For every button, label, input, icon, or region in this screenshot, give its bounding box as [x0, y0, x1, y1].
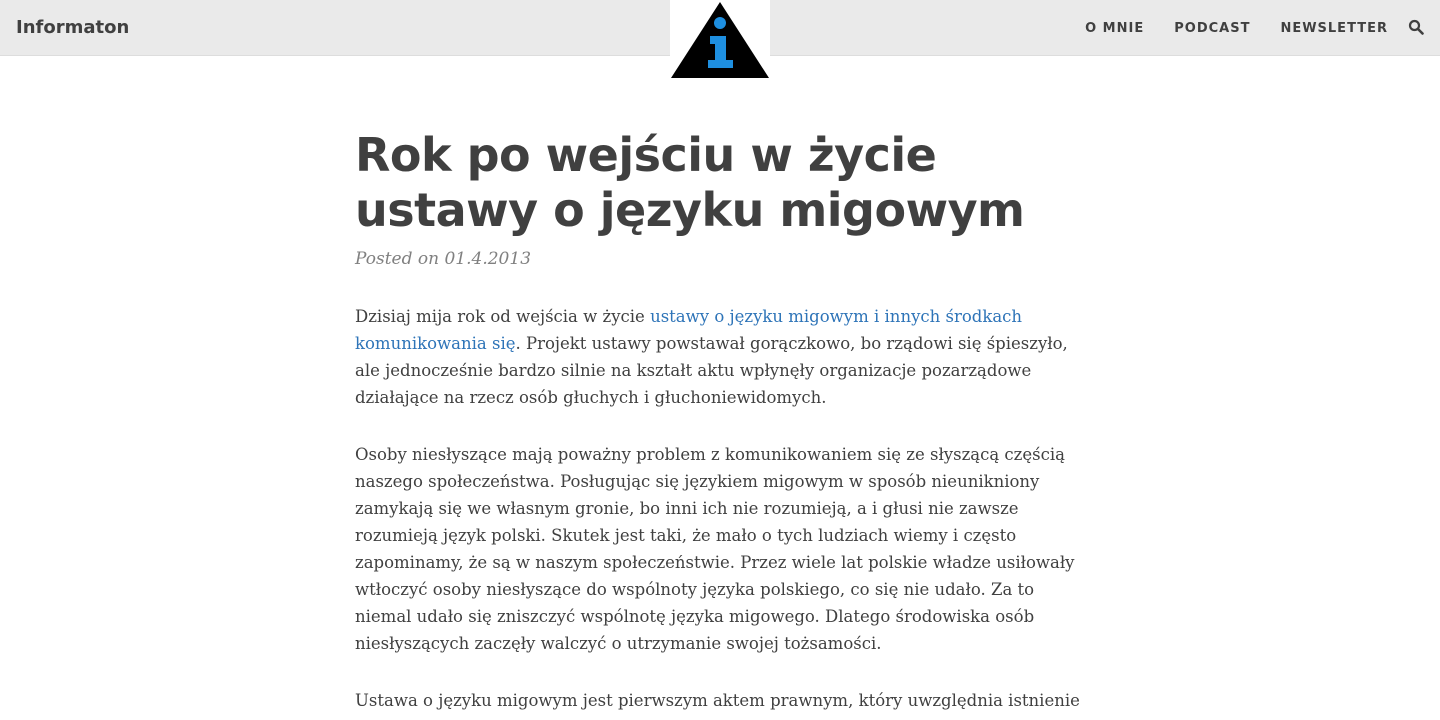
nav-link-o-mnie[interactable]: O MNIE: [1085, 21, 1145, 36]
search-icon: [1408, 19, 1424, 35]
post-meta: [355, 248, 1085, 270]
posted-label: Posted on: [355, 249, 440, 269]
paragraph-text: . Projekt ustawy powstawał gorączkowo, bo rządowi się śpieszyło, ale jednocześnie bardzo silnie na kształt aktu wpłynęły organizacje pozarządowe działające na rzecz osób głuchych i głuchoniewidomych.: [355, 334, 1068, 407]
top-navbar: [0, 0, 1440, 56]
post-title: Rok po wejściu w życie ustawy o języku migowym: [355, 128, 1025, 237]
nav-link-newsletter[interactable]: NEWSLETTER: [1280, 21, 1388, 36]
nav-item: [1085, 19, 1144, 38]
post-body: [355, 303, 1085, 714]
paragraph-3: Ustawa o języku migowym jest pierwszym aktem prawnym, który uwzględnia istnienie: [355, 691, 1080, 710]
paragraph-2: Osoby niesłyszące mają poważny problem z komunikowaniem się ze słyszącą częścią naszego społeczeństwa. Posługując się językiem migowym w sposób nieunikniony zamykają się we własnym gronie, bo inni ich nie rozumieją, a i głusi nie zawsze rozumieją język polski. Skutek jest taki, że mało o tych ludziach wiemy i często zapominamy, że są w naszym społeczeństwie. Przez wiele lat polskie władze usiłowały wtłoczyć osoby niesłyszące do wspólnoty języka polskiego, co się nie udało. Za to niemal udało się zniszczyć wspólnotę języka migowego. Dlatego środowiska osób niesłyszących zaczęły walczyć o utrzymanie swojej tożsamości.: [355, 445, 1075, 653]
search-button[interactable]: [1408, 19, 1424, 35]
site-brand-link[interactable]: Informaton: [16, 17, 130, 38]
post-date: 01.4.2013: [444, 249, 532, 269]
paragraph-1: [355, 303, 1085, 411]
info-triangle-icon: [670, 0, 770, 80]
site-logo[interactable]: [670, 0, 770, 80]
law-link[interactable]: ustawy o języku migowym i innych środkach komunikowania się: [355, 307, 1023, 353]
blog-post: [355, 128, 1085, 720]
main-nav: [1085, 19, 1388, 38]
nav-item: [1280, 19, 1388, 38]
paragraph-text: Dzisiaj mija rok od wejścia w życie: [355, 307, 651, 326]
nav-link-podcast[interactable]: PODCAST: [1174, 21, 1251, 36]
nav-item: [1174, 19, 1250, 38]
